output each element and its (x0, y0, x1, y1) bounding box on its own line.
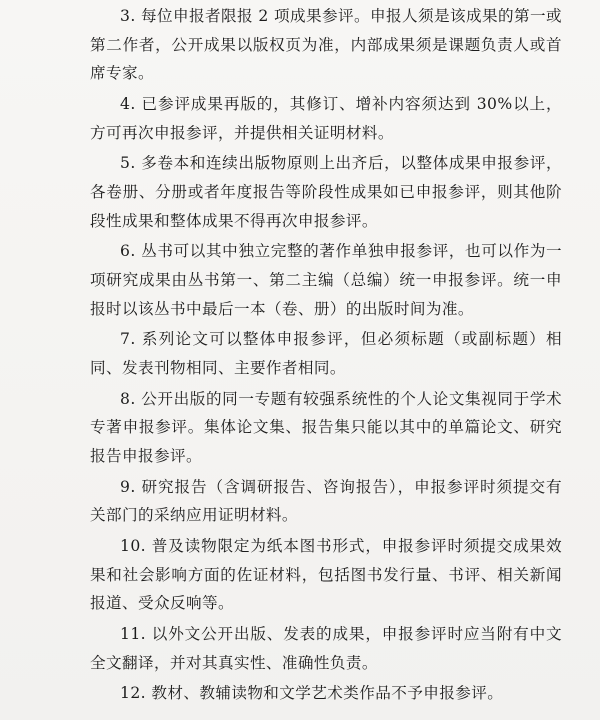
rule-6-paragraph: 6. 丛书可以其中独立完整的著作单独申报参评，也可以作为一项研究成果由丛书第一、第二主编（总编）统一申报参评。统一申报时以该丛书中最后一本（卷、册）的出版时间为准。 (90, 242, 562, 318)
rule-8-paragraph: 8. 公开出版的同一专题有较强系统性的个人论文集视同于学术专著申报参评。集体论文集、报告集只能以其中的单篇论文、研究报告申报参评。 (90, 389, 562, 465)
rule-10-paragraph: 10. 普及读物限定为纸本图书形式，申报参评时须提交成果效果和社会影响方面的佐证材料，包括图书发行量、书评、相关新闻报道、受众反响等。 (90, 537, 562, 613)
rule-3-paragraph: 3. 每位申报者限报 2 项成果参评。申报人须是该成果的第一或第二作者，公开成果以版权页为准，内部成果须是课题负责人或首席专家。 (90, 7, 562, 83)
rule-12-paragraph: 12. 教材、教辅读物和文学艺术类作品不予申报参评。 (120, 684, 504, 703)
rule-9-paragraph: 9. 研究报告（含调研报告、咨询报告），申报参评时须提交有关部门的采纳应用证明材料。 (90, 477, 562, 525)
rule-11-paragraph: 11. 以外文公开出版、发表的成果，申报参评时应当附有中文全文翻译，并对其真实性、准确性负责。 (90, 624, 562, 672)
rule-4-paragraph: 4. 已参评成果再版的，其修订、增补内容须达到 30%以上，方可再次申报参评，并提供相关证明材料。 (90, 94, 562, 142)
rule-7-paragraph: 7. 系列论文可以整体申报参评，但必须标题（或副标题）相同、发表刊物相同、主要作者相同。 (90, 330, 562, 377)
document-body (90, 2, 562, 710)
rule-5-paragraph: 5. 多卷本和连续出版物原则上出齐后，以整体成果申报参评，各卷册、分册或者年度报告等阶段性成果如已申报参评，则其他阶段性成果和整体成果不得再次申报参评。 (90, 154, 562, 230)
